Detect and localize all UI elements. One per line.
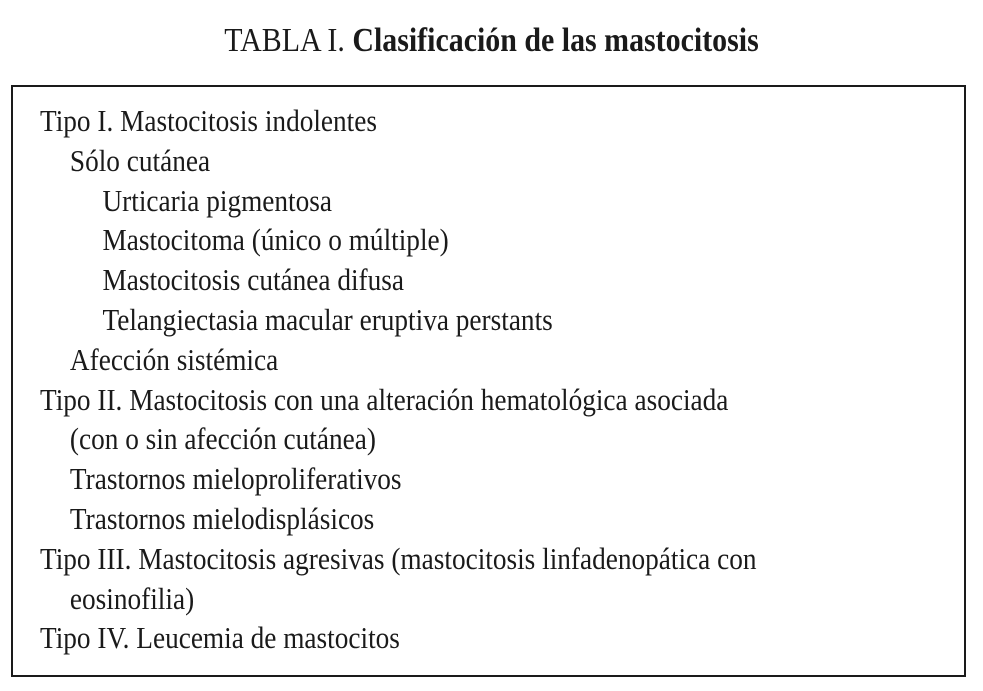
table-title-main: Clasificación de las mastocitosis xyxy=(352,22,759,59)
list-item: eosinofilia) xyxy=(69,580,195,616)
list-item: Tipo III. Mastocitosis agresivas (mastocitosis linfadenopática con xyxy=(40,540,757,576)
list-item: Trastornos mieloproliferativos xyxy=(69,461,402,497)
list-item: Telangiectasia macular eruptiva perstants xyxy=(102,301,553,337)
list-item: Tipo IV. Leucemia de mastocitos xyxy=(40,620,400,656)
list-item: (con o sin afección cutánea) xyxy=(69,421,376,457)
list-item: Urticaria pigmentosa xyxy=(102,182,333,218)
list-item: Tipo II. Mastocitosis con una alteración hematológica asociada xyxy=(40,381,729,417)
list-item: Sólo cutánea xyxy=(69,142,211,178)
list-item: Mastocitoma (único o múltiple) xyxy=(102,222,449,258)
list-item: Tipo I. Mastocitosis indolentes xyxy=(40,103,377,138)
list-item: Trastornos mielodisplásicos xyxy=(69,500,375,536)
table-title-prefix: TABLA I. xyxy=(224,22,345,59)
classification-list xyxy=(40,101,980,658)
table-title xyxy=(59,18,924,64)
list-item: Mastocitosis cutánea difusa xyxy=(102,262,405,298)
list-item: Afección sistémica xyxy=(69,341,279,377)
